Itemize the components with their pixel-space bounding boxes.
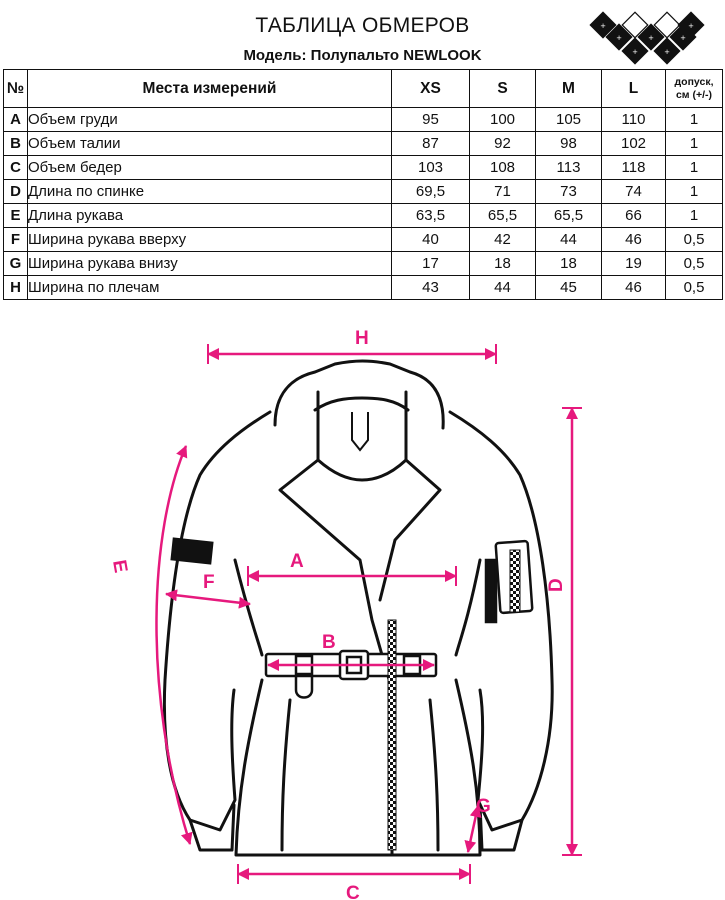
row-value-xs: 69,5 [392, 180, 470, 204]
row-value-xs: 63,5 [392, 204, 470, 228]
row-value-l: 74 [602, 180, 666, 204]
row-letter: A [4, 108, 28, 132]
column-header-number: № [4, 70, 28, 108]
row-value-m: 65,5 [536, 204, 602, 228]
column-header-place: Места измерений [28, 70, 392, 108]
row-letter: G [4, 252, 28, 276]
row-value-s: 100 [470, 108, 536, 132]
row-tolerance: 0,5 [666, 228, 723, 252]
row-value-l: 19 [602, 252, 666, 276]
row-value-m: 98 [536, 132, 602, 156]
svg-text:+: + [648, 34, 654, 42]
row-tolerance: 1 [666, 132, 723, 156]
label-e: E [108, 558, 132, 575]
row-value-l: 46 [602, 276, 666, 300]
label-b: B [322, 632, 336, 653]
label-a: A [290, 551, 304, 572]
table-row [4, 204, 723, 228]
row-value-l: 46 [602, 228, 666, 252]
row-value-s: 92 [470, 132, 536, 156]
row-value-s: 71 [470, 180, 536, 204]
label-d: D [546, 578, 567, 592]
row-value-m: 73 [536, 180, 602, 204]
column-header-tolerance [666, 70, 723, 108]
brand-logo-icon [588, 10, 706, 70]
label-g: G [476, 796, 491, 817]
row-value-s: 42 [470, 228, 536, 252]
row-value-l: 110 [602, 108, 666, 132]
row-tolerance: 0,5 [666, 252, 723, 276]
model-subtitle: Модель: Полупальто NEWLOOK [243, 47, 482, 64]
column-header-xs: XS [392, 70, 470, 108]
label-c: C [346, 883, 360, 900]
row-value-l: 118 [602, 156, 666, 180]
row-letter: B [4, 132, 28, 156]
row-tolerance: 1 [666, 156, 723, 180]
label-h: H [355, 328, 369, 349]
jacket-diagram [0, 310, 725, 900]
row-tolerance: 0,5 [666, 276, 723, 300]
row-measure-name: Объем талии [28, 132, 392, 156]
svg-text:+: + [632, 48, 638, 56]
row-value-m: 113 [536, 156, 602, 180]
svg-text:+: + [688, 22, 694, 30]
row-value-m: 44 [536, 228, 602, 252]
svg-text:+: + [664, 48, 670, 56]
row-value-s: 44 [470, 276, 536, 300]
row-value-xs: 40 [392, 228, 470, 252]
tolerance-line-2: см (+/-) [675, 88, 713, 101]
row-tolerance: 1 [666, 180, 723, 204]
belt [266, 651, 436, 698]
row-measure-name: Длина по спинке [28, 180, 392, 204]
row-tolerance: 1 [666, 108, 723, 132]
tolerance-line-1: допуск, [674, 75, 714, 88]
table-row [4, 108, 723, 132]
row-measure-name: Объем бедер [28, 156, 392, 180]
row-value-m: 45 [536, 276, 602, 300]
svg-text:+: + [616, 34, 622, 42]
measure-e-arrow [156, 446, 190, 844]
row-value-xs: 87 [392, 132, 470, 156]
table-header-row [4, 70, 723, 108]
row-value-s: 65,5 [470, 204, 536, 228]
row-value-xs: 17 [392, 252, 470, 276]
row-value-s: 108 [470, 156, 536, 180]
column-header-m: M [536, 70, 602, 108]
table-row [4, 276, 723, 300]
row-value-m: 105 [536, 108, 602, 132]
table-row [4, 180, 723, 204]
svg-text:+: + [600, 22, 606, 30]
row-measure-name: Ширина рукава вверху [28, 228, 392, 252]
row-measure-name: Длина рукава [28, 204, 392, 228]
svg-text:+: + [680, 34, 686, 42]
row-letter: C [4, 156, 28, 180]
table-row [4, 252, 723, 276]
table-row [4, 228, 723, 252]
row-tolerance: 1 [666, 204, 723, 228]
page-title: ТАБЛИЦА ОБМЕРОВ [255, 14, 470, 37]
row-value-l: 66 [602, 204, 666, 228]
column-header-s: S [470, 70, 536, 108]
row-value-xs: 103 [392, 156, 470, 180]
label-f: F [203, 572, 215, 593]
row-value-xs: 43 [392, 276, 470, 300]
table-row [4, 156, 723, 180]
row-measure-name: Ширина по плечам [28, 276, 392, 300]
measurements-table [3, 69, 723, 300]
row-value-l: 102 [602, 132, 666, 156]
row-measure-name: Объем груди [28, 108, 392, 132]
measure-f-arrow [166, 594, 250, 604]
row-measure-name: Ширина рукава внизу [28, 252, 392, 276]
table-row [4, 132, 723, 156]
row-value-xs: 95 [392, 108, 470, 132]
row-letter: F [4, 228, 28, 252]
row-value-m: 18 [536, 252, 602, 276]
row-value-s: 18 [470, 252, 536, 276]
row-letter: D [4, 180, 28, 204]
column-header-l: L [602, 70, 666, 108]
row-letter: H [4, 276, 28, 300]
row-letter: E [4, 204, 28, 228]
